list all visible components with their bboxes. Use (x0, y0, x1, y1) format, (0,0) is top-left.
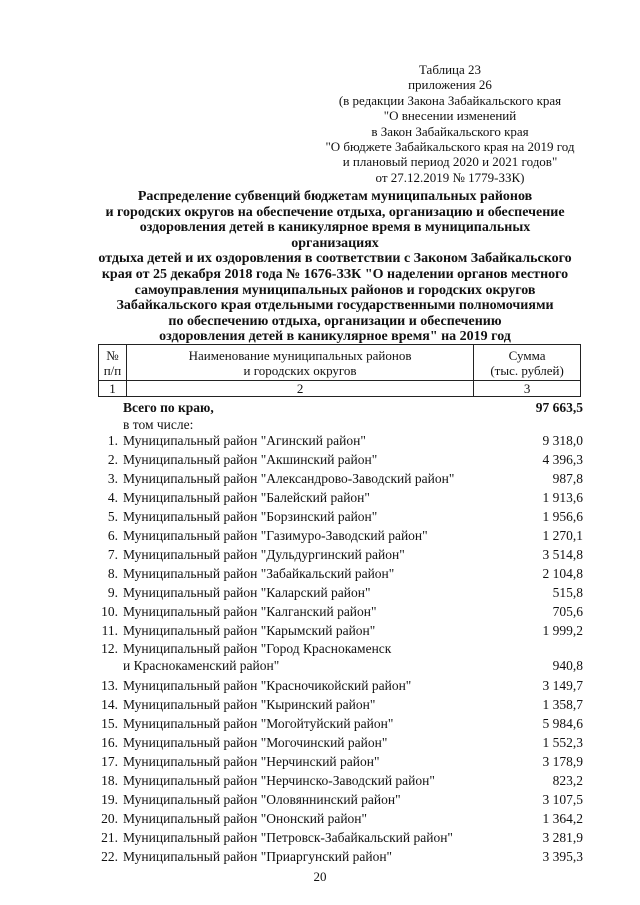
row-number: 20. (101, 811, 118, 826)
header-text: № (106, 347, 119, 363)
row-value: 1 270,1 (542, 528, 583, 543)
title-line: оздоровления детей в каникулярное время" на 2019 год (159, 329, 511, 345)
row-name: Муниципальный район "Оловяннинский район" (123, 792, 401, 807)
title-line: по обеспечению отдыха, организации и обеспечению (168, 313, 502, 329)
row-name: Муниципальный район "Борзинский район" (123, 509, 378, 524)
row-number: 8. (107, 566, 118, 581)
row-name: Муниципальный район "Город Краснокаменск (123, 641, 392, 656)
row-number: 11. (101, 623, 118, 638)
row-value: 3 149,7 (542, 678, 583, 693)
row-value: 705,6 (552, 604, 583, 619)
row-value: 5 984,6 (542, 716, 583, 731)
row-name: Муниципальный район "Приаргунский район" (123, 849, 393, 864)
row-name: Муниципальный район "Карымский район" (123, 623, 376, 638)
header-line: "О внесении изменений (383, 108, 517, 124)
row-value: 2 104,8 (542, 566, 583, 581)
row-value: 1 913,6 (542, 490, 583, 505)
row-value: 4 396,3 (542, 452, 583, 467)
row-name: Муниципальный район "Кыринский район" (123, 697, 376, 712)
title-line: края от 25 декабря 2018 года № 1676-ЗЗК "О наделении органов местного (101, 266, 569, 282)
row-name: Муниципальный район "Нерчинско-Заводский район" (123, 773, 435, 788)
row-number: 3. (107, 471, 118, 486)
row-number: 12. (101, 641, 118, 656)
row-value: 823,2 (552, 773, 583, 788)
row-number: 14. (101, 697, 118, 712)
row-name: Муниципальный район "Нерчинский район" (123, 754, 380, 769)
header-line: в Закон Забайкальского края (371, 123, 529, 139)
header-text: Наименование муниципальных районов (188, 347, 412, 363)
row-name: Муниципальный район "Дульдургинский район" (123, 547, 405, 562)
row-number: 6. (107, 528, 118, 543)
header-line: (в редакции Закона Забайкальского края (338, 92, 562, 108)
row-value: 1 552,3 (542, 735, 583, 750)
row-value: 3 281,9 (542, 830, 583, 845)
column-index: 2 (126, 381, 473, 397)
row-number: 9. (107, 585, 118, 600)
row-name: Муниципальный район "Петровск-Забайкальский район" (123, 830, 453, 845)
row-value: 3 178,9 (542, 754, 583, 769)
row-number: 13. (101, 678, 118, 693)
row-number: 18. (101, 773, 118, 788)
row-number: 5. (107, 509, 118, 524)
total-label: Всего по краю, (123, 400, 214, 415)
row-value: 940,8 (552, 658, 583, 673)
title-line: оздоровления детей в каникулярное время в муниципальных организациях (139, 220, 531, 251)
row-name: Муниципальный район "Александрово-Заводский район" (123, 471, 455, 486)
row-number: 22. (101, 849, 118, 864)
row-name: Муниципальный район "Могойтуйский район" (123, 716, 394, 731)
row-value: 987,8 (552, 471, 583, 486)
row-number: 21. (101, 830, 118, 845)
title-line: самоуправления муниципальных районов и городских округов (134, 282, 536, 298)
column-index: 3 (474, 381, 581, 397)
column-index: 1 (99, 381, 127, 397)
row-value: 515,8 (552, 585, 583, 600)
row-value: 9 318,0 (542, 433, 583, 448)
row-value: 3 107,5 (542, 792, 583, 807)
title-line: отдыха детей и их оздоровления в соответствии с Законом Забайкальского (98, 251, 572, 267)
row-name-continuation: и Краснокаменский район" (123, 658, 280, 673)
row-name: Муниципальный район "Акшинский район" (123, 452, 378, 467)
title-line: и городских округов на обеспечение отдыха, организацию и обеспечение (105, 204, 565, 220)
header-text: и городских округов (243, 362, 357, 378)
row-number: 17. (101, 754, 118, 769)
row-name: Муниципальный район "Забайкальский район" (123, 566, 395, 581)
row-number: 15. (101, 716, 118, 731)
header-line: от 27.12.2019 № 1779-ЗЗК) (375, 169, 525, 185)
row-name: Муниципальный район "Агинский район" (123, 433, 366, 448)
row-value: 1 999,2 (542, 623, 583, 638)
row-number: 1. (107, 433, 118, 448)
row-number: 19. (101, 792, 118, 807)
row-value: 3 395,3 (542, 849, 583, 864)
including-label: в том числе: (123, 417, 194, 432)
header-text: (тыс. рублей) (490, 362, 564, 378)
header-text: п/п (103, 362, 122, 378)
row-name: Муниципальный район "Каларский район" (123, 585, 371, 600)
row-number: 2. (107, 452, 118, 467)
page-number: 20 (313, 869, 327, 884)
row-name: Муниципальный район "Балейский район" (123, 490, 370, 505)
row-value: 3 514,8 (542, 547, 583, 562)
row-value: 1 364,2 (542, 811, 583, 826)
row-number: 4. (107, 490, 118, 505)
header-line: Таблица 23 (418, 62, 482, 77)
row-name: Муниципальный район "Ононский район" (123, 811, 368, 826)
header-line: приложения 26 (408, 77, 492, 93)
header-line: "О бюджете Забайкальского края на 2019 год (325, 139, 575, 155)
row-value: 1 358,7 (542, 697, 583, 712)
header-text: Сумма (508, 347, 546, 363)
row-name: Муниципальный район "Калганский район" (123, 604, 377, 619)
row-name: Муниципальный район "Могочинский район" (123, 735, 388, 750)
row-name: Муниципальный район "Красночикойский район" (123, 678, 412, 693)
title-line: Распределение субвенций бюджетам муниципальных районов (137, 189, 533, 204)
total-value: 97 663,5 (535, 400, 583, 415)
header-line: и плановый период 2020 и 2021 годов" (342, 154, 558, 170)
row-value: 1 956,6 (542, 509, 583, 524)
row-number: 7. (107, 547, 118, 562)
row-number: 10. (101, 604, 118, 619)
title-line: Забайкальского края отдельными государственными полномочиями (116, 298, 554, 314)
row-name: Муниципальный район "Газимуро-Заводский район" (123, 528, 428, 543)
row-number: 16. (101, 735, 118, 750)
